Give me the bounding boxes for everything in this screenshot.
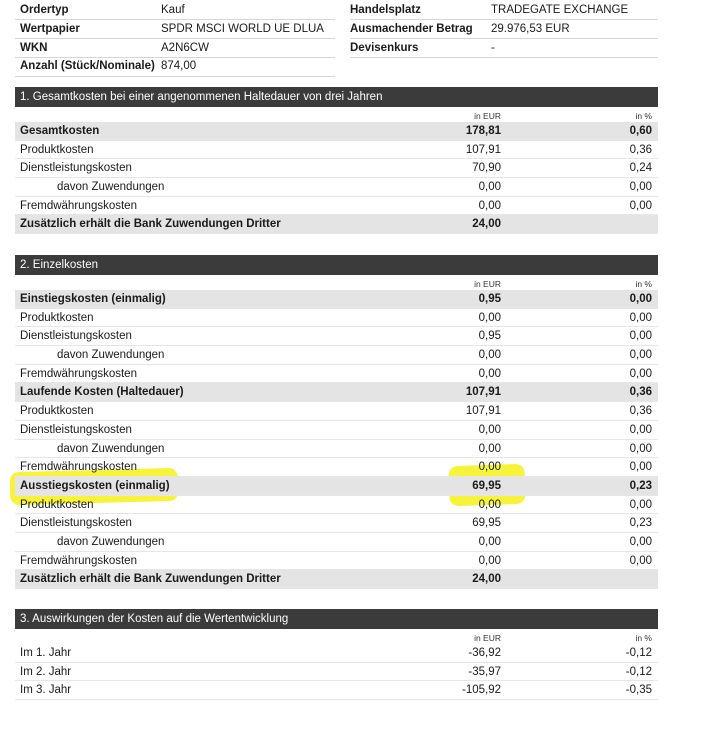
info-row xyxy=(15,1,658,19)
value-eur: 0,00 xyxy=(478,199,501,212)
table-row xyxy=(15,533,658,552)
value-percent: 0,00 xyxy=(629,311,652,324)
row-label: Produktkosten xyxy=(20,405,94,418)
info-label: WKN xyxy=(20,42,48,54)
value-percent: -0,35 xyxy=(625,684,652,697)
info-label: Anzahl (Stück/Nominale) xyxy=(20,60,155,72)
cost-rows xyxy=(15,122,658,234)
info-row xyxy=(15,39,658,57)
info-value: A2N6CW xyxy=(161,42,209,54)
row-label: Dienstleistungskosten xyxy=(20,162,132,175)
divider xyxy=(15,19,335,20)
info-value: 874,00 xyxy=(161,60,197,72)
row-label: Fremdwährungskosten xyxy=(20,367,137,380)
value-percent: 0,00 xyxy=(629,498,652,511)
value-eur: 178,81 xyxy=(465,125,501,137)
table-row xyxy=(15,159,658,178)
value-percent: 0,00 xyxy=(629,330,652,343)
divider xyxy=(15,57,335,58)
info-value: TRADEGATE EXCHANGE xyxy=(491,4,629,16)
value-percent: 0,00 xyxy=(629,349,652,362)
value-percent: 0,00 xyxy=(629,554,652,567)
row-label: davon Zuwendungen xyxy=(57,349,165,362)
value-eur: 69,95 xyxy=(472,479,501,492)
table-row xyxy=(15,458,658,477)
table-row xyxy=(15,663,658,682)
unit-eur: in EUR xyxy=(474,279,501,289)
table-row xyxy=(15,122,658,141)
value-eur: 0,00 xyxy=(478,554,501,567)
section-title: 3. Auswirkungen der Kosten auf die Wertentwicklung xyxy=(15,609,658,629)
value-eur: 107,91 xyxy=(465,386,501,399)
row-label: davon Zuwendungen xyxy=(57,181,165,194)
value-eur: 0,00 xyxy=(478,442,501,455)
value-percent: 0,00 xyxy=(629,423,652,436)
value-eur: 0,00 xyxy=(478,311,501,324)
row-label: Ausstiegskosten (einmalig) xyxy=(20,479,170,492)
value-eur: 0,00 xyxy=(478,367,501,380)
divider xyxy=(350,38,658,39)
value-eur: 107,91 xyxy=(465,405,501,418)
value-eur: 0,00 xyxy=(478,181,501,194)
section-performance-impact xyxy=(15,609,658,700)
unit-eur: in EUR xyxy=(474,633,501,643)
row-label: Einstiegskosten (einmalig) xyxy=(20,293,166,305)
info-label: Ordertyp xyxy=(20,4,69,16)
value-percent: 0,00 xyxy=(629,367,652,380)
table-row xyxy=(15,440,658,459)
value-percent: -0,12 xyxy=(625,647,652,659)
row-label: Fremdwährungskosten xyxy=(20,199,137,212)
cost-rows xyxy=(15,290,658,589)
divider xyxy=(15,76,335,77)
units-row xyxy=(15,275,658,290)
divider xyxy=(15,38,335,39)
table-row xyxy=(15,215,658,234)
row-label: Zusätzlich erhält die Bank Zuwendungen Dritter xyxy=(20,218,281,231)
table-row xyxy=(15,365,658,384)
row-label: davon Zuwendungen xyxy=(57,442,165,455)
value-percent: 0,00 xyxy=(629,181,652,194)
info-value: 29.976,53 EUR xyxy=(491,23,570,35)
row-label: Laufende Kosten (Haltedauer) xyxy=(20,386,184,399)
value-percent: 0,00 xyxy=(629,442,652,455)
value-eur: 107,91 xyxy=(465,143,501,156)
table-row xyxy=(15,309,658,328)
divider xyxy=(350,19,658,20)
table-row xyxy=(15,346,658,365)
row-label: Fremdwährungskosten xyxy=(20,461,137,474)
table-row xyxy=(15,402,658,421)
table-row xyxy=(15,681,658,700)
value-percent: 0,00 xyxy=(629,293,652,305)
value-eur: 24,00 xyxy=(472,218,501,231)
row-label: Dienstleistungskosten xyxy=(20,517,132,530)
row-label: Produktkosten xyxy=(20,311,94,324)
unit-eur: in EUR xyxy=(474,111,501,121)
unit-pct: in % xyxy=(635,279,652,289)
row-label: Dienstleistungskosten xyxy=(20,423,132,436)
row-label: Dienstleistungskosten xyxy=(20,330,132,343)
table-row xyxy=(15,327,658,346)
section-title: 1. Gesamtkosten bei einer angenommenen Haltedauer von drei Jahren xyxy=(15,87,658,107)
row-label: Im 1. Jahr xyxy=(20,647,72,659)
row-label: Im 3. Jahr xyxy=(20,684,72,697)
value-percent: 0,00 xyxy=(629,199,652,212)
info-label: Wertpapier xyxy=(20,23,80,35)
table-row xyxy=(15,141,658,160)
table-row xyxy=(15,290,658,309)
value-percent: 0,60 xyxy=(629,125,652,137)
table-row xyxy=(15,421,658,440)
row-label: Zusätzlich erhält die Bank Zuwendungen Dritter xyxy=(20,573,281,586)
row-label: Produktkosten xyxy=(20,498,94,511)
cost-rows xyxy=(15,644,658,700)
section-single-costs xyxy=(15,255,658,589)
row-label: Gesamtkosten xyxy=(20,125,100,137)
value-eur: 0,95 xyxy=(478,293,501,305)
value-eur: 0,00 xyxy=(478,498,501,511)
info-value: Kauf xyxy=(161,4,185,16)
value-percent: 0,24 xyxy=(629,162,652,175)
table-row xyxy=(15,570,658,589)
row-label: Im 2. Jahr xyxy=(20,665,72,678)
unit-pct: in % xyxy=(635,111,652,121)
info-label: Devisenkurs xyxy=(350,42,419,54)
info-label: Handelsplatz xyxy=(350,4,421,16)
row-label: Fremdwährungskosten xyxy=(20,554,137,567)
value-eur: 0,00 xyxy=(478,461,501,474)
units-row xyxy=(15,629,658,644)
info-row xyxy=(15,57,658,75)
table-row xyxy=(15,197,658,216)
info-value: SPDR MSCI WORLD UE DLUA xyxy=(161,23,324,35)
section-total-costs xyxy=(15,87,658,234)
info-label: Ausmachender Betrag xyxy=(350,23,473,35)
value-percent: 0,23 xyxy=(629,479,652,492)
table-row xyxy=(15,644,658,663)
table-row xyxy=(15,496,658,515)
value-eur: 69,95 xyxy=(472,517,501,530)
value-eur: 0,00 xyxy=(478,535,501,548)
value-percent: -0,12 xyxy=(625,665,652,678)
value-eur: 70,90 xyxy=(472,162,501,175)
value-percent: 0,00 xyxy=(629,535,652,548)
value-eur: 0,00 xyxy=(478,423,501,436)
cost-statement xyxy=(15,0,658,697)
value-percent: 0,23 xyxy=(629,517,652,530)
value-eur: -36,92 xyxy=(468,647,501,659)
row-label: Produktkosten xyxy=(20,143,94,156)
value-eur: 0,00 xyxy=(478,349,501,362)
value-percent: 0,36 xyxy=(629,386,652,399)
table-row xyxy=(15,178,658,197)
value-percent: 0,36 xyxy=(629,405,652,418)
order-info xyxy=(15,0,658,80)
row-label: davon Zuwendungen xyxy=(57,535,165,548)
value-eur: 24,00 xyxy=(472,573,501,586)
table-row xyxy=(15,383,658,402)
section-title: 2. Einzelkosten xyxy=(15,255,658,275)
value-eur: 0,95 xyxy=(478,330,501,343)
table-row xyxy=(15,477,658,496)
value-eur: -35,97 xyxy=(468,665,501,678)
info-row xyxy=(15,20,658,38)
table-row xyxy=(15,514,658,533)
value-percent: 0,00 xyxy=(629,461,652,474)
info-value: - xyxy=(491,42,495,54)
value-percent: 0,36 xyxy=(629,143,652,156)
table-row xyxy=(15,552,658,571)
units-row xyxy=(15,107,658,122)
divider xyxy=(350,57,658,58)
unit-pct: in % xyxy=(635,633,652,643)
value-eur: -105,92 xyxy=(461,684,501,697)
